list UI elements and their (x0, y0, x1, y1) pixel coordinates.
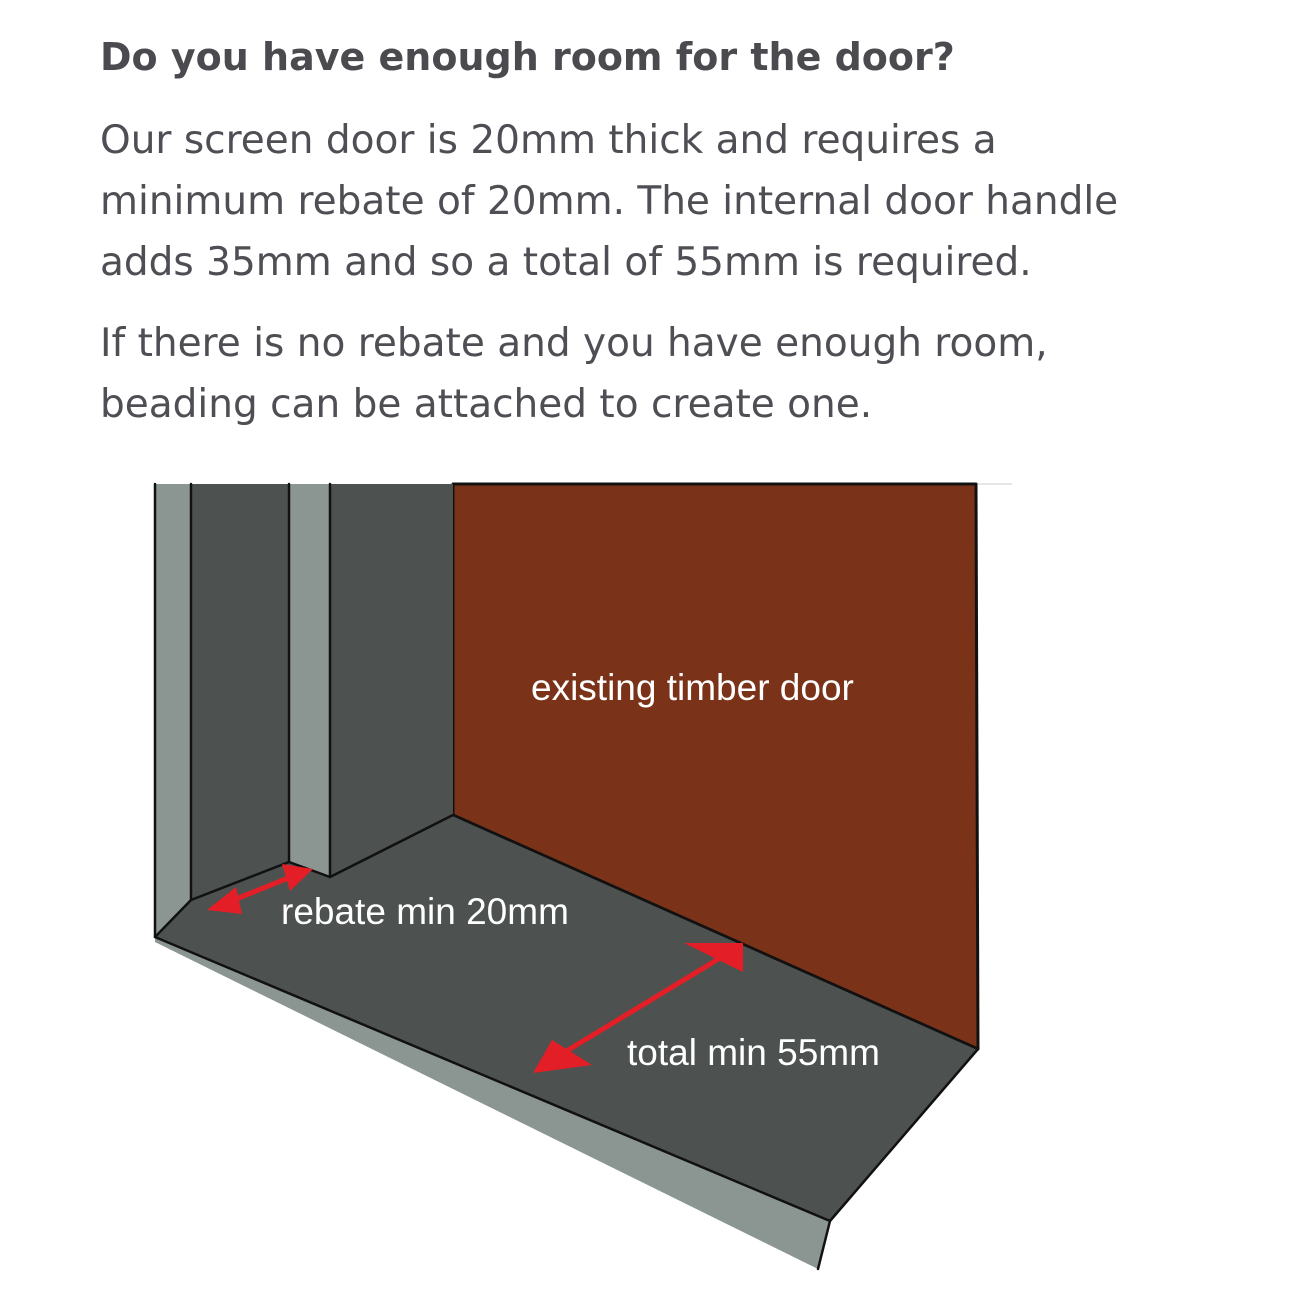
jamb-surface (191, 484, 289, 900)
paragraph-line: minimum rebate of 20mm. The internal door handle (100, 179, 1119, 224)
rebate-stop-side (330, 484, 453, 877)
rebate-label: rebate min 20mm (281, 891, 569, 932)
paragraph-line: Our screen door is 20mm thick and requires a (100, 118, 997, 163)
rebate-stop-face (289, 484, 330, 877)
total-label: total min 55mm (627, 1032, 880, 1073)
paragraph-line: adds 35mm and so a total of 55mm is required. (100, 240, 1032, 285)
jamb-face-outer (155, 484, 191, 937)
page-heading: Do you have enough room for the door? (100, 35, 955, 79)
door-label: existing timber door (531, 667, 854, 708)
paragraph-line: If there is no rebate and you have enough room, (100, 321, 1048, 366)
paragraph-line: beading can be attached to create one. (100, 382, 873, 427)
